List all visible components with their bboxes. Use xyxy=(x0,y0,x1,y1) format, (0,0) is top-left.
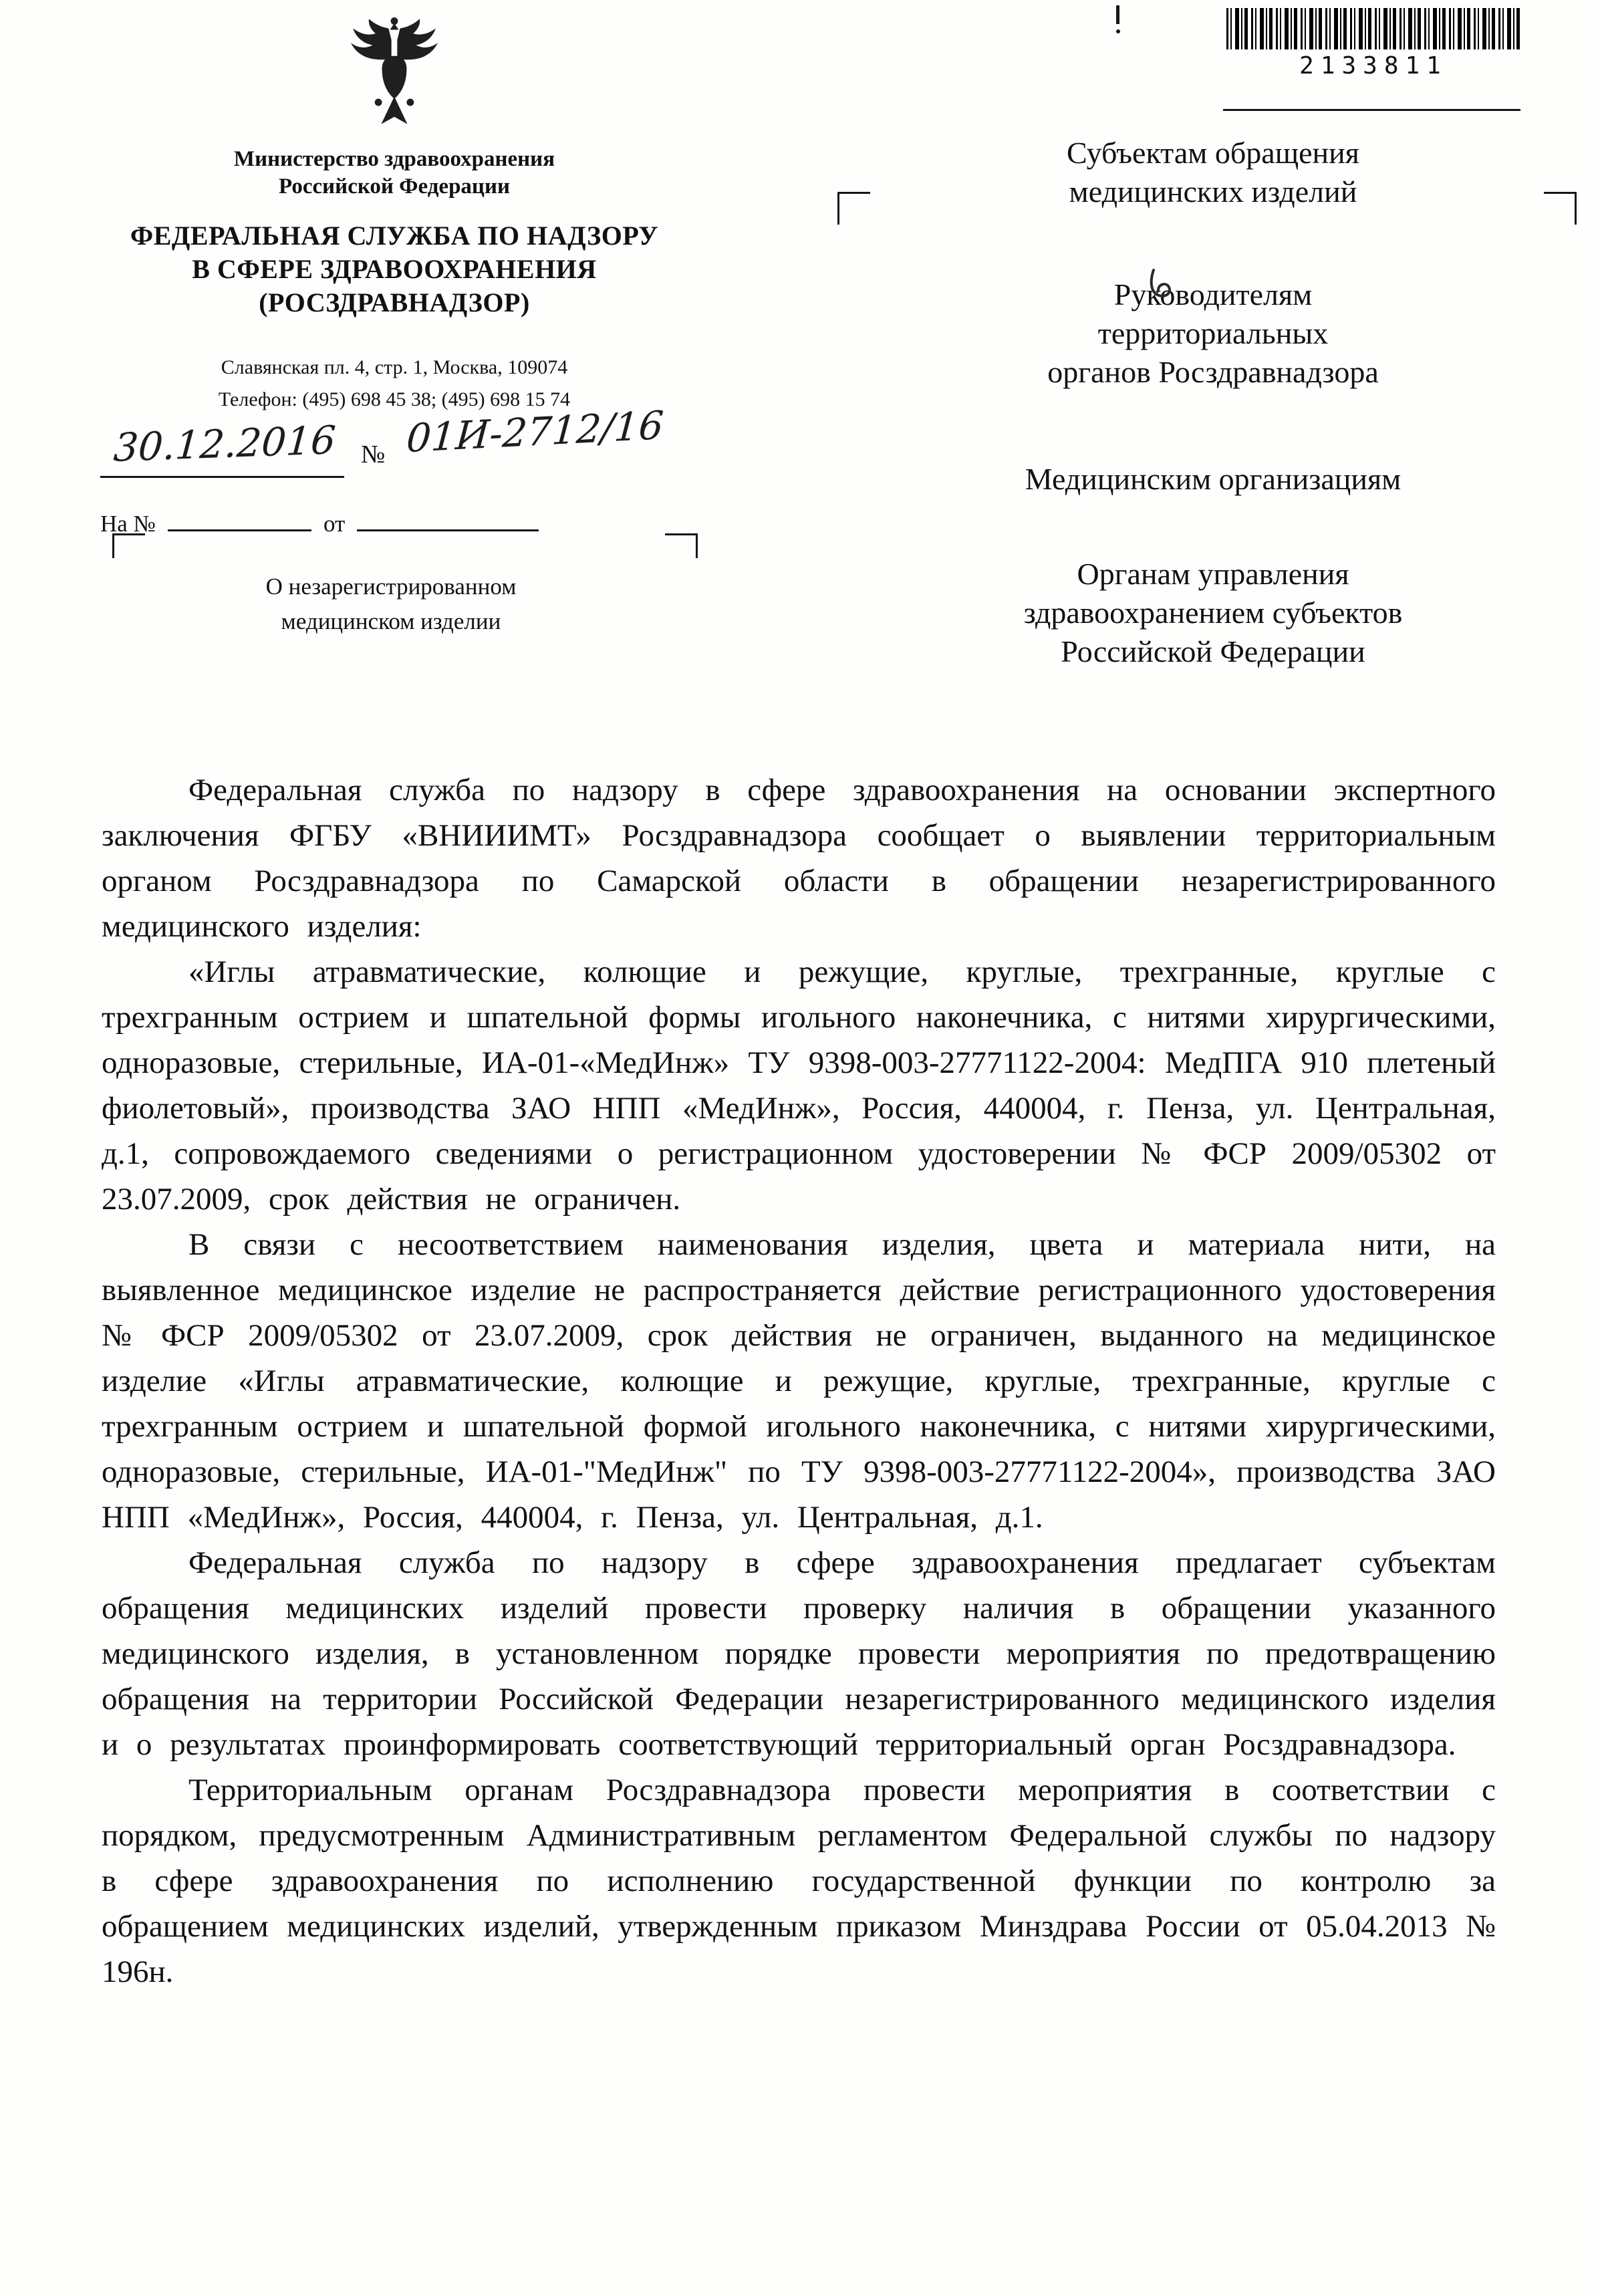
subject-corner-mark xyxy=(665,533,698,558)
recipient-line: Руководителям xyxy=(1113,277,1313,311)
paragraph: Территориальным органам Росздравнадзора провести мероприятия в соответствии с порядком, предусмотренным Административным регламентом Федеральной службы по надзору в сфере здравоохранения по исполнению государственной функции по контролю за обращением медицинских изделий, утвержденным приказом Минздрава России от 05.04.2013 № 196н. xyxy=(102,1773,1496,1989)
ministry-line: Российской Федерации xyxy=(279,174,510,199)
recipient-block xyxy=(862,460,1564,499)
paragraph: Федеральная служба по надзору в сфере здравоохранения предлагает субъектам обращения медицинских изделий провести проверку наличия в обращении указанного медицинского изделия, в установленном порядке провести мероприятия по предотвращению обращения на территории Российской Федерации незарегистрированного медицинского изделия и о результатах проинформировать соответствующий территориальный орган Росздравнадзора. xyxy=(102,1545,1496,1762)
barcode-bars xyxy=(1226,8,1520,49)
ref-ot-label: от xyxy=(323,511,346,537)
ref-date-blank xyxy=(357,507,539,531)
header-rule-line xyxy=(1223,109,1520,111)
subject-line: О незарегистрированном xyxy=(265,573,517,600)
recipient-line: Российской Федерации xyxy=(1061,634,1365,668)
service-name-line: ФЕДЕРАЛЬНАЯ СЛУЖБА ПО НАДЗОРУ xyxy=(130,221,659,251)
address-zone-corner-mark xyxy=(1544,192,1577,225)
handwritten-mark xyxy=(1143,267,1182,305)
number-sign: № xyxy=(361,440,386,469)
recipient-line: Медицинским организациям xyxy=(1025,462,1402,496)
handwritten-date: 30.12.2016 xyxy=(112,417,338,471)
recipient-block xyxy=(862,555,1564,671)
sender-block xyxy=(87,15,702,413)
barcode xyxy=(1226,8,1520,80)
reference-line xyxy=(100,507,539,537)
address-zone-corner-mark xyxy=(837,192,870,225)
letter-subject xyxy=(194,569,588,639)
recipient-line: медицинских изделий xyxy=(1069,174,1357,209)
sender-address: Славянская пл. 4, стр. 1, Москва, 109074 xyxy=(221,356,568,378)
recipient-line: территориальных xyxy=(1097,316,1329,350)
subject-line: медицинском изделии xyxy=(281,608,501,634)
recipient-line: Органам управления xyxy=(1077,557,1349,591)
date-blank-line xyxy=(100,476,344,478)
sender-phone: Телефон: (495) 698 45 38; (495) 698 15 74 xyxy=(218,388,571,410)
paragraph: «Иглы атравматические, колющие и режущие, круглые, трехгранные, круглые с трехгранным острием и шпательной формы игольного наконечника, с нитями хирургическими, одноразовые, стерильные, ИА-01-«МедИнж» ТУ 9398-003-27771122-2004: МедПГА 910 плетеный фиолетовый», производства ЗАО НПП «МедИнж», Россия, 440004, г. Пенза, ул. Центральная, д.1, сопровождаемого сведениями о регистрационном удостоверении № ФСР 2009/05302 от 23.07.2009, срок действия не ограничен. xyxy=(102,954,1496,1217)
recipient-line: органов Росздравнадзора xyxy=(1047,355,1379,389)
subject-corner-mark xyxy=(112,533,145,558)
recipient-block xyxy=(862,275,1564,392)
paragraph: В связи с несоответствием наименования изделия, цвета и материала нити, на выявленное медицинское изделие не распространяется действие регистрационного удостоверения № ФСР 2009/05302 от 23.07.2009, срок действия не ограничен, выданного на медицинское изделие «Иглы атравматические, колющие и режущие, круглые, трехгранные, круглые с трехгранным острием и шпательной формой игольного наконечника, с нитями хирургическими, одноразовые, стерильные, ИА-01-"МедИнж" по ТУ 9398-003-27771122-2004», производства ЗАО НПП «МедИнж», Россия, 440004, г. Пенза, ул. Центральная, д.1. xyxy=(102,1227,1496,1535)
barcode-number: 2133811 xyxy=(1299,52,1448,80)
recipient-block xyxy=(862,134,1564,211)
letter-body xyxy=(102,767,1496,1995)
ref-number-blank xyxy=(168,507,311,531)
paragraph: Федеральная служба по надзору в сфере здравоохранения на основании экспертного заключения ФГБУ «ВНИИИМТ» Росздравнадзора сообщает о выявлении территориальным органом Росздравнадзора по Самарской области в обращении незарегистрированного медицинского изделия: xyxy=(102,773,1496,944)
service-name-line: (РОСЗДРАВНАДЗОР) xyxy=(259,287,530,317)
handwritten-outgoing-number: 01И-2712/16 xyxy=(404,402,666,462)
coat-of-arms-icon xyxy=(87,15,702,142)
recipient-line: Субъектам обращения xyxy=(1067,136,1359,170)
ref-na-label: На № xyxy=(100,511,156,537)
ministry-line: Министерство здравоохранения xyxy=(233,147,555,171)
service-name-line: В СФЕРЕ ЗДРАВООХРАНЕНИЯ xyxy=(192,254,597,284)
recipient-line: здравоохранением субъектов xyxy=(1023,596,1403,630)
recipient-column xyxy=(862,8,1564,671)
